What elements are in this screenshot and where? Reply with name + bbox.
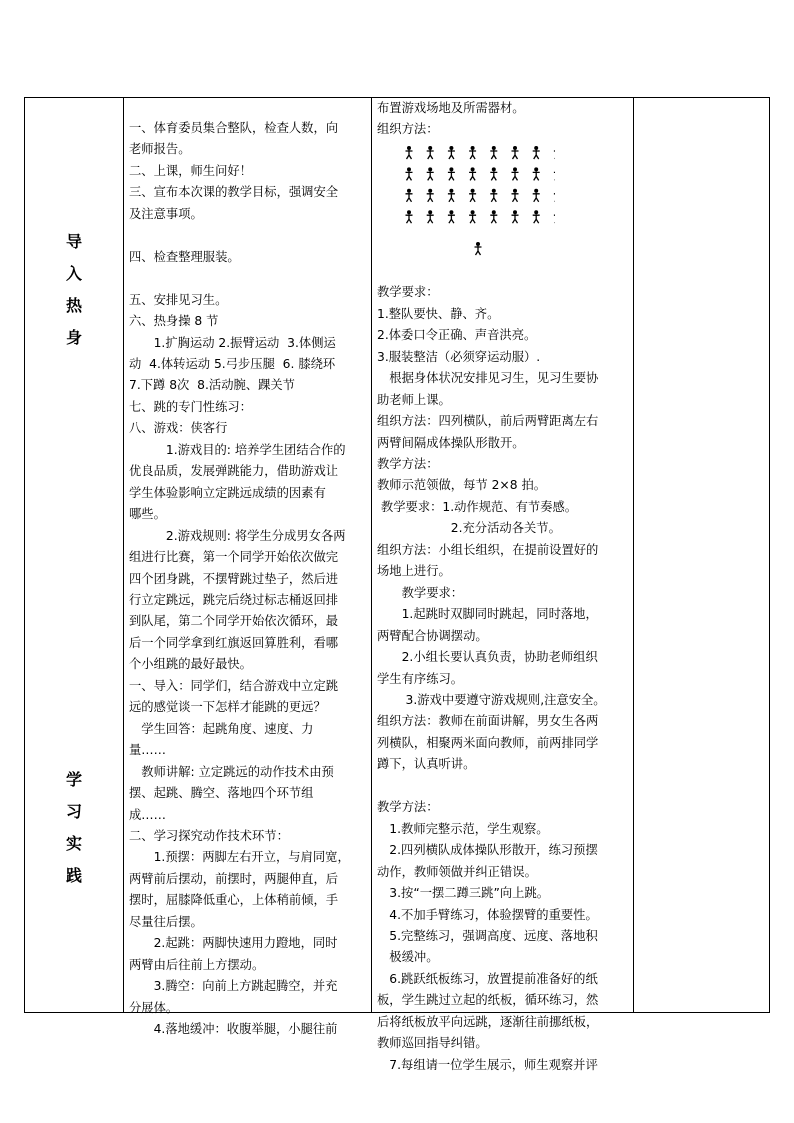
text-line: 六、热身操 8 节 (129, 314, 219, 329)
text-line: 组织方法：小组长组织，在提前设置好的 (377, 542, 599, 557)
text-line: 优良品质，发展弹跳能力，借助游戏让 (129, 464, 339, 479)
student-figure (512, 189, 519, 202)
text-line: 五、安排见习生。 (129, 292, 228, 307)
text-line: 1.扩胸运动 2.振臂运动 3.体侧运 (129, 335, 336, 350)
text-line: 两臂配合协调摆动。 (377, 628, 488, 643)
text-line: 量…… (129, 743, 166, 758)
text-line: 两臂前后摆动，前摆时，两腿伸直，后 (129, 871, 339, 886)
text-line: 板，学生跳过立起的纸板，循环练习，然 (377, 993, 599, 1008)
student-figure (469, 167, 476, 180)
label-char: 身 (65, 328, 82, 347)
student-figure (533, 167, 540, 180)
student-figure (512, 146, 519, 159)
method-text (377, 261, 629, 1076)
column-divider (123, 98, 124, 1012)
text-line: 蹲下，认真听讲。 (377, 757, 476, 772)
text-line: 4.不加手臂练习，体验摆臂的重要性。 (377, 907, 598, 922)
label-char: 实 (65, 834, 82, 853)
text-line: 7.每组请一位学生展示，师生观察并评 (377, 1057, 598, 1072)
student-figure (469, 146, 476, 159)
student-figure (490, 210, 497, 223)
text-line: 教学要求：1.动作规范、有节奏感。 (377, 499, 578, 514)
student-figure (512, 167, 519, 180)
text-line: 两臂由后往前上方摆动。 (129, 957, 265, 972)
label-char: 学 (65, 770, 82, 789)
student-figure (427, 146, 434, 159)
text-line: 四个团身跳，不摆臂跳过垫子，然后进 (129, 571, 339, 586)
text-line: 一、导入：同学们，结合游戏中立定跳 (129, 678, 339, 693)
student-figure (448, 167, 455, 180)
teaching-method-column (377, 98, 629, 1076)
text-line: 学生回答：起跳角度、速度、力 (129, 721, 314, 736)
text-line: 2.小组长要认真负责，协助老师组织 (377, 650, 598, 665)
text-line: 5.完整练习，强调高度、远度、落地积 (377, 928, 598, 943)
text-line (377, 776, 629, 797)
label-char: 习 (65, 802, 82, 821)
section-label-warmup (25, 226, 123, 354)
student-figure (490, 167, 497, 180)
method-top-text (377, 98, 629, 141)
text-line: 及注意事项。 (129, 206, 203, 221)
text-line: 尽量往后摆。 (129, 914, 203, 929)
student-figure (448, 146, 455, 159)
text-line: 根据身体状况安排见习生，见习生要协 (377, 371, 599, 386)
text-line: 成…… (129, 807, 166, 822)
text-line: 组进行比赛，第一个同学开始依次做完 (129, 550, 339, 565)
text-line: 助老师上课。 (377, 392, 451, 407)
student-figure (406, 146, 413, 159)
text-line (129, 225, 367, 246)
text-line: 极缓冲。 (377, 950, 439, 965)
text-line: 2.充分活动各关节。 (377, 521, 561, 536)
section-label-practice (25, 764, 123, 892)
formation-diagram (385, 143, 555, 261)
student-figure (490, 189, 497, 202)
text-line: 分展体。 (129, 1000, 179, 1015)
student-figure (533, 189, 540, 202)
student-figure (554, 146, 555, 159)
student-figure (533, 210, 540, 223)
student-figure (406, 210, 413, 223)
text-line: 2.游戏规则: 将学生分成男女各两 (129, 528, 346, 543)
text-line: 摆时，屈膝降低重心，上体稍前倾，手 (129, 893, 339, 908)
text-line: 教师讲解: 立定跳远的动作技术由预 (129, 764, 334, 779)
student-figure (554, 167, 555, 180)
text-line: 布置游戏场地及所需器材。 (377, 101, 525, 115)
text-line (377, 261, 629, 282)
text-line: 3.游戏中要遵守游戏规则,注意安全。 (377, 692, 606, 707)
student-figure (533, 146, 540, 159)
label-char: 践 (65, 866, 82, 885)
text-line: 到队尾，第二个同学开始依次循环，最 (129, 614, 339, 629)
text-line: 1.教师完整示范，学生观察。 (377, 821, 549, 836)
text-line: 组织方法：四列横队，前后两臂距离左右 (377, 414, 599, 429)
text-line: 七、跳的专门性练习： (129, 399, 252, 414)
text-line: 6.跳跃纸板练习，放置提前准备好的纸 (377, 971, 598, 986)
text-line: 教学要求： (377, 285, 439, 300)
student-figure (554, 210, 555, 223)
text-line: 个小组跳的最好最快。 (129, 657, 252, 672)
text-line: 八、游戏：侠客行 (129, 421, 228, 436)
student-figure (427, 189, 434, 202)
text-line: 四、检查整理服装。 (129, 249, 240, 264)
text-line: 1.游戏目的: 培养学生团结合作的 (129, 442, 346, 457)
teacher-figure (475, 242, 482, 255)
text-line: 行立定跳远，跳完后绕过标志桶返回排 (129, 592, 339, 607)
column-divider (371, 98, 372, 1012)
text-line: 2.体委口令正确、声音洪亮。 (377, 328, 537, 343)
text-line: 哪些。 (129, 507, 166, 522)
text-line: 组织方法： (377, 122, 439, 137)
text-line: 后一个同学拿到红旗返回算胜利，看哪 (129, 635, 339, 650)
text-line: 2.起跳：两脚快速用力蹬地，同时 (129, 936, 338, 951)
text-line: 远的感觉谈一下怎样才能跳的更远？ (129, 700, 326, 715)
text-line: 组织方法：教师在前面讲解，男女生各两 (377, 714, 599, 729)
text-line: 三、宣布本次课的教学目标，强调安全 (129, 185, 339, 200)
text-line: 学生体验影响立定跳远成绩的因素有 (129, 485, 326, 500)
text-line: 两臂间隔成体操队形散开。 (377, 435, 525, 450)
student-figure (448, 189, 455, 202)
text-line: 3.按“一摆二蹲三跳”向上跳。 (377, 886, 550, 901)
text-line: 动 4.体转运动 5.弓步压腿 6. 膝绕环 (129, 356, 336, 371)
student-figure (406, 189, 413, 202)
text-line: 教学方法： (377, 456, 439, 471)
teaching-content-column (129, 118, 367, 1040)
text-line: 教师巡回指导纠错。 (377, 1036, 488, 1051)
student-figure (427, 210, 434, 223)
student-figure (554, 189, 555, 202)
student-figure (469, 210, 476, 223)
text-line: 3.腾空：向前上方跳起腾空，并充 (129, 979, 338, 994)
text-line: 摆、起跳、腾空、落地四个环节组 (129, 786, 314, 801)
text-line: 教学方法： (377, 800, 439, 815)
student-figure (427, 167, 434, 180)
text-line: 1.起跳时双脚同时跳起，同时落地， (377, 607, 598, 622)
text-line: 学生有序练习。 (377, 671, 464, 686)
text-line: 二、学习探究动作技术环节： (129, 828, 289, 843)
label-char: 入 (65, 264, 82, 283)
student-figure (469, 189, 476, 202)
text-line: 7.下蹲 8次 8.活动腕、踝关节 (129, 378, 295, 393)
student-figure (406, 167, 413, 180)
column-divider (633, 98, 634, 1012)
text-line: 1.整队要快、静、齐。 (377, 306, 500, 321)
text-line: 1.预摆：两脚左右开立，与肩同宽， (129, 850, 350, 865)
student-figure (512, 210, 519, 223)
text-line: 2.四列横队成体操队形散开，练习预摆 (377, 843, 598, 858)
text-line: 一、体育委员集合整队，检查人数，向 (129, 121, 339, 135)
label-char: 热 (65, 296, 82, 315)
text-line: 4.落地缓冲：收腹举腿，小腿往前 (129, 1022, 338, 1037)
text-line: 教师示范领做，每节 2×8 拍。 (377, 478, 547, 493)
student-figure (448, 210, 455, 223)
text-line: 二、上课，师生问好！ (129, 163, 252, 178)
text-line: 后将纸板放平向远跳，逐渐往前挪纸板， (377, 1014, 599, 1029)
text-line: 场地上进行。 (377, 564, 451, 579)
text-line: 老师报告。 (129, 142, 191, 157)
label-char: 导 (65, 232, 82, 251)
text-line: 动作，教师领做并纠正错误。 (377, 864, 537, 879)
text-line: 教学要求： (377, 585, 464, 600)
text-line (129, 268, 367, 289)
student-figure (490, 146, 497, 159)
lesson-plan-table (24, 97, 770, 1072)
text-line: 列横队，相聚两米面向教师，前两排同学 (377, 735, 599, 750)
text-line: 3.服装整洁（必须穿运动服）. (377, 349, 541, 364)
